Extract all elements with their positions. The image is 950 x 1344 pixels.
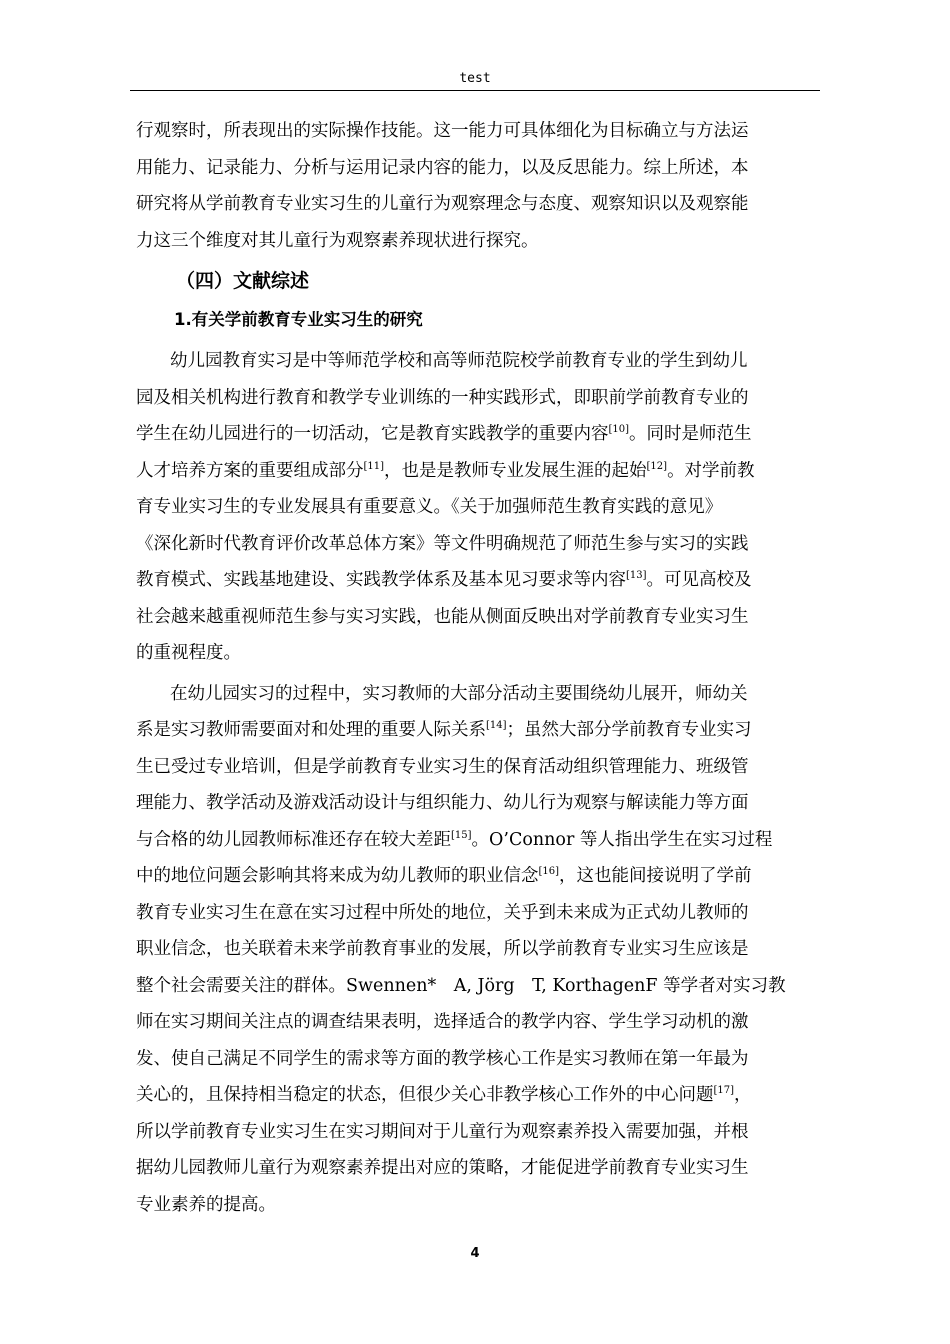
paragraph-line: 的重视程度。 [136,643,241,663]
text-run: 系是实习教师需要面对和处理的重要人际关系 [136,720,486,740]
text-run: ；虽然大部分学前教育专业实习 [506,720,752,740]
paragraph-line: 教育专业实习生在意在实习过程中所处的地位，关乎到未来成为正式幼儿教师的 [136,902,749,923]
paragraph-line: 所以学前教育专业实习生在实习期间对于儿童行为观察素养投入需要加强，并根 [136,1121,749,1142]
citation: [10] [608,424,630,435]
paragraph-line: 《深化新时代教育评价改革总体方案》等文件明确规范了师范生参与实习的实践 [136,533,749,554]
section-heading: （四）文献综述 [176,270,310,292]
paragraph-line: 在幼儿园实习的过程中，实习教师的大部分活动主要围绕幼儿展开，师幼关 [170,683,748,704]
paragraph-line: 幼儿园教育实习是中等师范学校和高等师范院校学前教育专业的学生到幼儿 [170,351,748,371]
paragraph-line: 生已受过专业培训，但是学前教育专业实习生的保育活动组织管理能力、班级管 [136,756,749,777]
text-run: 关心的，且保持相当稳定的状态，但很少关心非教学核心工作外的中心问题 [136,1085,714,1105]
citation: [13] [626,570,647,581]
page-body [136,113,818,1223]
intro-line: 研究将从学前教育专业实习生的儿童行为观察理念与态度、观察知识以及观察能 [136,194,749,214]
paragraph-line: 发、使自己满足不同学生的需求等方面的教学核心工作是实习教师在第一年最为 [136,1048,749,1069]
intro-line: 用能力、记录能力、分析与运用记录内容的能力，以及反思能力。综上所述，本 [136,157,749,178]
citation: [17] [713,1085,735,1096]
page-header [130,68,820,91]
text-run: 。对学前教 [667,460,755,481]
paragraph-line [136,416,818,453]
citation: [16] [538,866,560,877]
subsection-heading: 1.有关学前教育专业实习生的研究 [174,310,423,329]
paragraph-line: 据幼儿园教师儿童行为观察素养提出对应的策略，才能促进学前教育专业实习生 [136,1158,749,1178]
paragraph-line: 专业素养的提高。 [136,1194,276,1215]
paragraph-line [136,562,818,599]
page-number: 4 [470,1246,480,1261]
paragraph-line [136,453,818,490]
paragraph-line [136,712,818,749]
paragraph-line [136,858,818,895]
citation: [14] [486,720,507,731]
paragraph-2 [136,676,818,1224]
paragraph-line: 师在实习期间关注点的调查结果表明，选择适合的教学内容、学生学习动机的激 [136,1012,749,1032]
text-run: ，这也能间接说明了学前 [559,866,752,886]
text-run: ，也是是教师专业发展生涯的起始 [384,460,647,481]
intro-line: 力这三个维度对其儿童行为观察素养现状进行探究。 [136,230,539,251]
paragraph-line: 理能力、教学活动及游戏活动设计与组织能力、幼儿行为观察与解读能力等方面 [136,793,749,813]
paragraph-line: 职业信念，也关联着未来学前教育事业的发展，所以学前教育专业实习生应该是 [136,939,749,959]
text-run: 学生在幼儿园进行的一切活动，它是教育实践教学的重要内容 [136,424,609,444]
text-run: 教育模式、实践基地建设、实践教学体系及基本见习要求等内容 [136,570,626,590]
text-run: 与合格的幼儿园教师标准还存在较大差距 [136,829,451,850]
paragraph-line [136,822,818,859]
text-run: ， [734,1085,752,1105]
paragraph-line: 园及相关机构进行教育和教学专业训练的一种实践形式，即职前学前教育专业的 [136,387,749,408]
paragraph-line: 社会越来越重视师范生参与实习实践，也能从侧面反映出对学前教育专业实习生 [136,606,749,627]
text-run: 人才培养方案的重要组成部分 [136,460,364,481]
text-run: 。O’Connor 等人指出学生在实习过程 [471,829,773,850]
paragraph-line: 育专业实习生的专业发展具有重要意义。《关于加强师范生教育实践的意见》 [136,497,723,517]
paragraph-line [136,1077,818,1114]
paragraph-line: 整个社会需要关注的群体。Swennen* A, Jörg T, KorthagenF 等学者对实习教 [136,975,786,996]
header-text: test [459,71,491,86]
paragraph-1 [136,343,818,672]
citation: [12] [646,460,668,472]
citation: [15] [451,829,472,841]
citation: [11] [363,460,385,472]
text-run: 。可见高校及 [646,570,752,590]
text-run: 。同时是师范生 [629,424,752,444]
text-run: 中的地位问题会影响其将来成为幼儿教师的职业信念 [136,866,539,886]
intro-line: 行观察时，所表现出的实际操作技能。这一能力可具体细化为目标确立与方法运 [136,121,749,141]
